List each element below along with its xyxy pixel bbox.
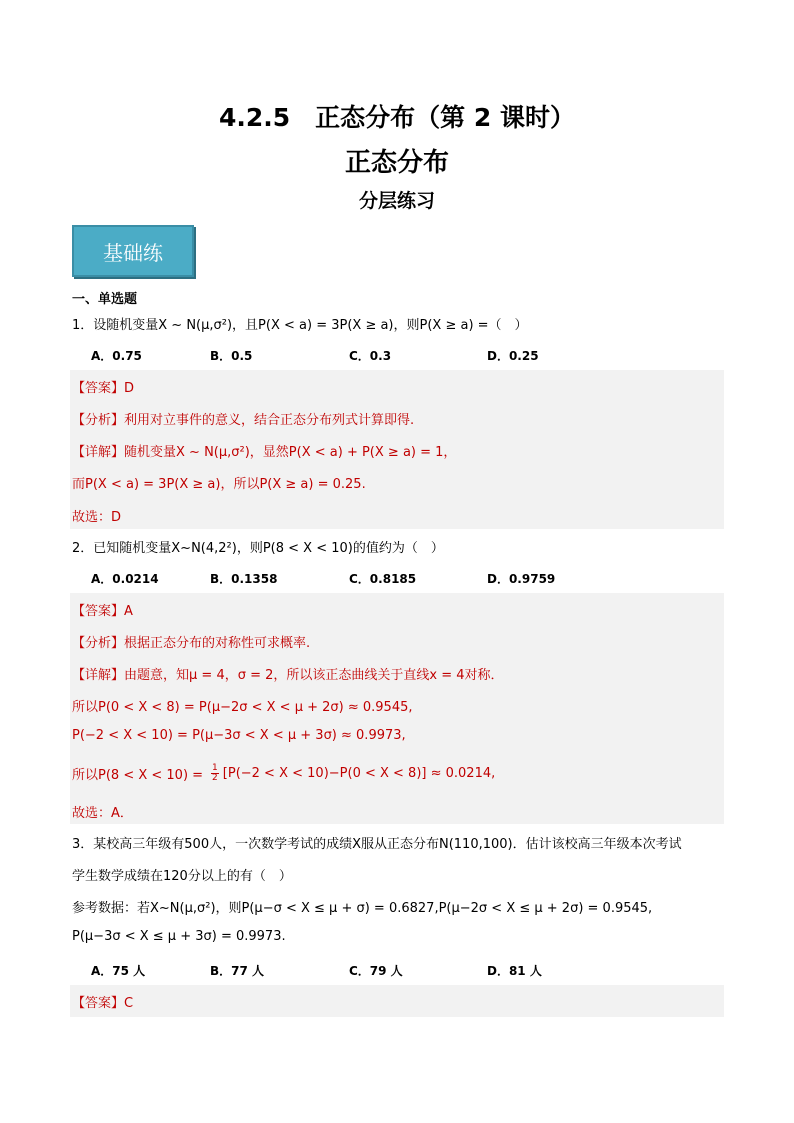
fraction-denominator: 2 [212,773,218,783]
q3-answer [72,992,133,1011]
answer-value: C [124,996,134,1011]
q2-answer [72,600,133,619]
analysis-text: 利用对立事件的意义，结合正态分布列式计算即得. [124,413,415,428]
q2-option-d: D．0.9759 [487,572,556,586]
answer-tag: 【答案】 [72,996,125,1011]
answer-value: A [124,604,133,619]
q2-detail-line-2: 所以P(0 < X < 8) = P(μ−2σ < X < μ + 2σ) ≈ 0.9545, [72,700,413,715]
detail-suffix: [P(−2 < X < 10)−P(0 < X < 8)] ≈ 0.0214, [222,766,496,781]
q2-detail-line-3: P(−2 < X < 10) = P(μ−3σ < X < μ + 3σ) ≈ 0.9973, [72,728,406,743]
fraction-numerator: 1 [212,763,218,773]
fraction-one-half [211,764,219,783]
q3-stem-line-2: 学生数学成绩在120分以上的有（ ） [72,869,292,884]
q2-detail-line-4 [72,764,495,783]
answer-value: D [124,381,135,396]
q1-option-a: A．0.75 [91,349,142,363]
q2-choose: 故选：A． [72,806,133,821]
page-subtitle: 正态分布 [344,148,449,178]
analysis-tag: 【分析】 [72,636,125,651]
q1-detail-line-1 [72,441,456,460]
q3-solution-box [70,985,724,1017]
section-heading: 一、单选题 [72,292,138,307]
detail-tag: 【详解】 [72,445,125,460]
q1-option-c: C．0.3 [349,349,392,363]
q3-option-b: B．77 人 [210,964,265,978]
page-subtitle-2: 分层练习 [358,190,435,212]
q1-stem: 1．设随机变量X ~ N(μ,σ²)，且P(X < a) = 3P(X ≥ a)，则P(X ≥ a) =（ ） [72,318,528,333]
q1-detail-line-2: 而P(X < a) = 3P(X ≥ a)，所以P(X ≥ a) = 0.25. [72,477,366,492]
q3-reference-line-1: 参考数据：若X~N(μ,σ²)，则P(μ−σ < X ≤ μ + σ) = 0.6827,P(μ−2σ < X ≤ μ + 2σ) = 0.9545, [72,901,653,916]
detail-tag: 【详解】 [72,668,125,683]
q2-option-c: C．0.8185 [349,572,417,586]
detail-text: 随机变量X ~ N(μ,σ²)，显然P(X < a) + P(X ≥ a) = 1， [124,445,457,460]
page-title: 4.2.5 正态分布（第 2 课时） [219,103,575,132]
analysis-tag: 【分析】 [72,413,125,428]
q2-option-a: A．0.0214 [91,572,159,586]
answer-tag: 【答案】 [72,604,125,619]
q1-answer [72,377,134,396]
analysis-text: 根据正态分布的对称性可求概率. [124,636,311,651]
q1-option-d: D．0.25 [487,349,539,363]
detail-prefix: 所以P(8 < X < 10) = [72,768,204,783]
q1-option-b: B．0.5 [210,349,253,363]
detail-text: 由题意，知μ = 4，σ = 2，所以该正态曲线关于直线x = 4对称． [124,668,504,683]
q2-option-b: B．0.1358 [210,572,278,586]
q3-option-d: D．81 人 [487,964,542,978]
q3-option-a: A．75 人 [91,964,146,978]
answer-tag: 【答案】 [72,381,125,396]
q2-stem: 2．已知随机变量X~N(4,2²)，则P(8 < X < 10)的值约为（ ） [72,541,444,556]
q3-option-c: C．79 人 [349,964,403,978]
q2-analysis [72,632,310,651]
q3-stem-line-1: 3．某校高三年级有500人，一次数学考试的成绩X服从正态分布N(110,100)．估计该校高三年级本次考试 [72,837,682,852]
q1-choose: 故选：D [72,510,122,525]
level-badge: 基础练 [72,225,194,277]
q2-detail-line-1 [72,664,504,683]
q3-reference-line-2: P(μ−3σ < X ≤ μ + 3σ) = 0.9973. [72,929,286,944]
q1-analysis [72,409,414,428]
